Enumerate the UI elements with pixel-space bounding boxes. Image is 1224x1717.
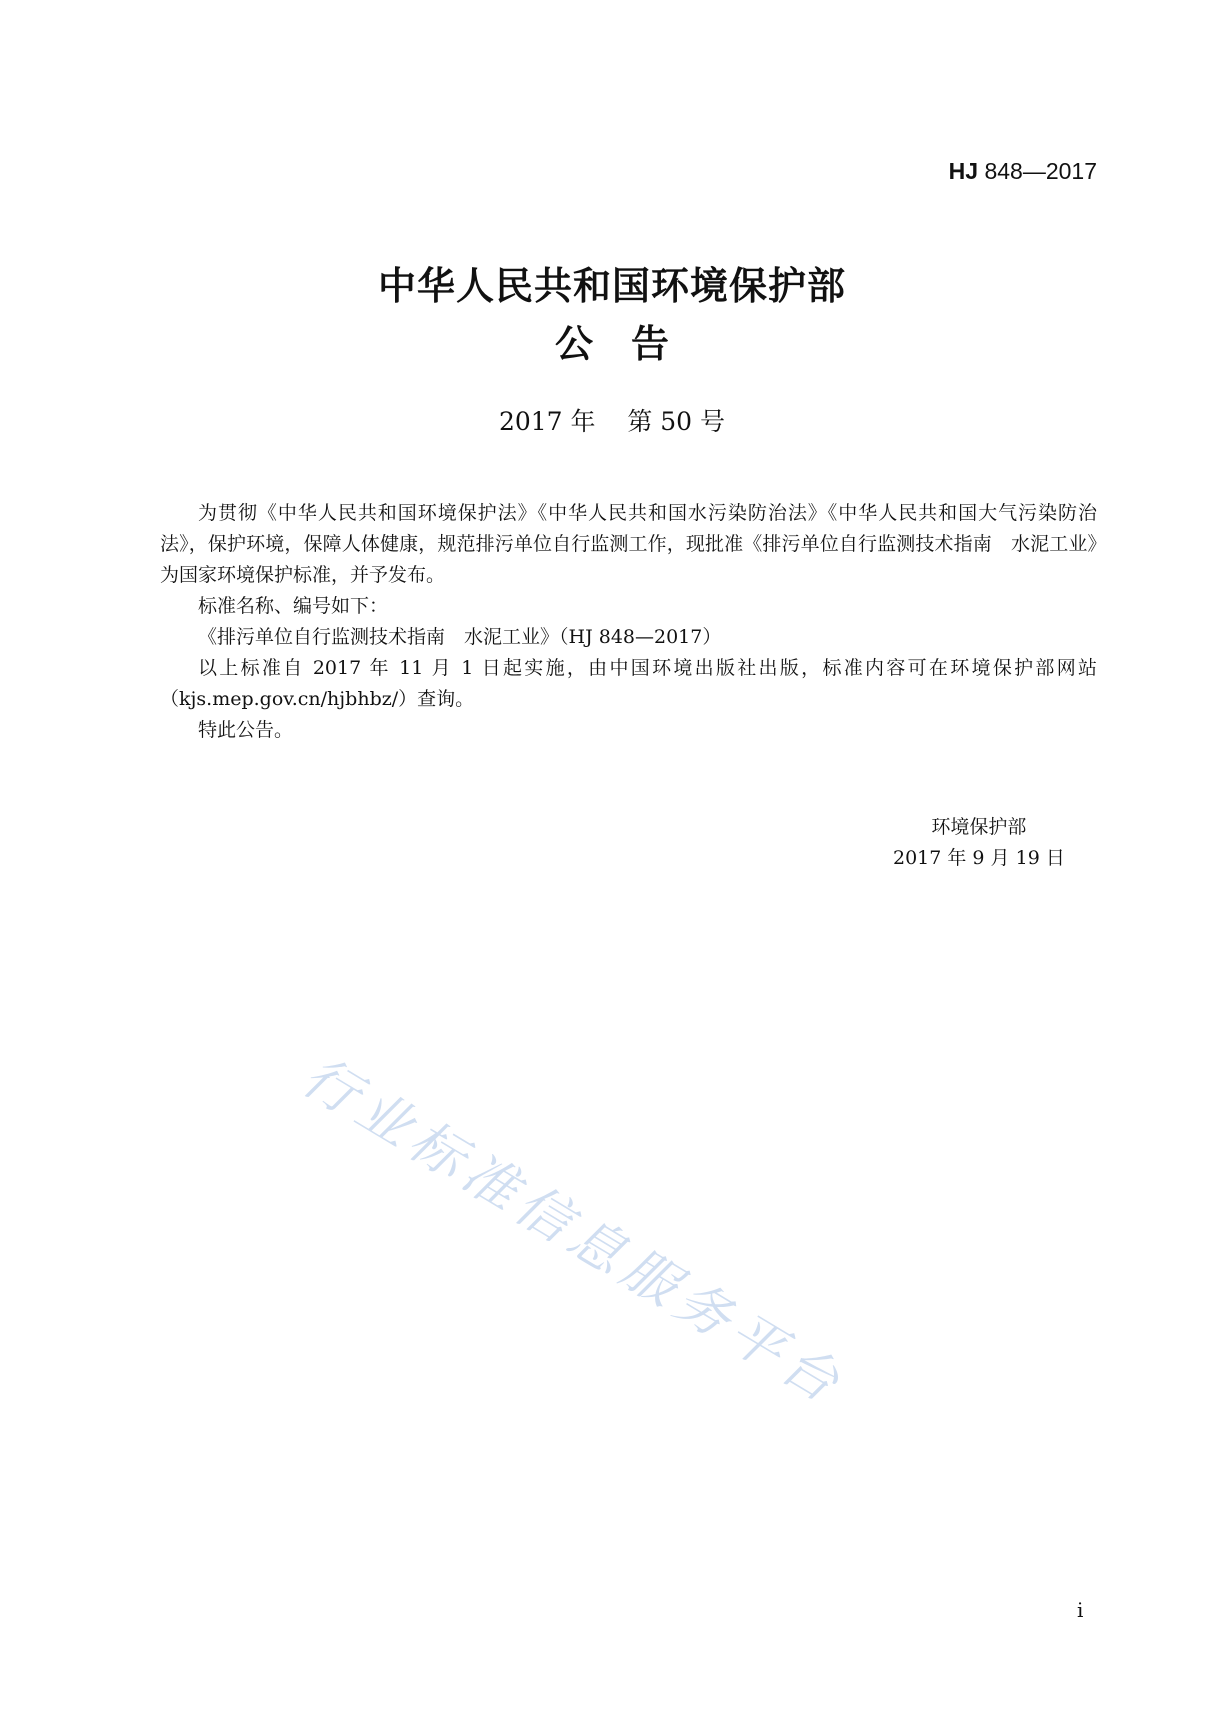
standard-code-prefix: HJ (948, 158, 979, 184)
signature-block (893, 812, 1065, 874)
standard-code (949, 158, 1097, 185)
paragraph-implementation: 以上标准自 2017 年 11 月 1 日起实施，由中国环境出版社出版，标准内容可在环境保护部网站（kjs.mep.gov.cn/hjbhbz/）查询。 (160, 657, 1097, 710)
paragraph-standard-list-intro: 标准名称、编号如下： (198, 595, 389, 617)
announcement-body (160, 498, 1097, 746)
signature-organization: 环境保护部 (931, 816, 1027, 838)
page-number: i (1077, 1598, 1084, 1622)
watermark: 行业标准信息服务平台 (291, 1044, 856, 1418)
document-subtitle: 公告 (554, 322, 707, 366)
paragraph-closing: 特此公告。 (198, 719, 294, 741)
paragraph-purpose: 为贯彻《中华人民共和国环境保护法》《中华人民共和国水污染防治法》《中华人民共和国大气污染防治法》，保护环境，保障人体健康，规范排污单位自行监测工作，现批准《排污单位自行监测技术指南 水泥工业》为国家环境保护标准，并予发布。 (160, 502, 1097, 586)
document-title: 中华人民共和国环境保护部 (377, 264, 846, 308)
issue-number: 2017 年 第 50 号 (498, 407, 726, 436)
standard-code-number: 848—2017 (978, 158, 1097, 184)
signature-date: 2017 年 9 月 19 日 (893, 847, 1065, 869)
paragraph-standard-name: 《排污单位自行监测技术指南 水泥工业》（HJ 848—2017） (198, 626, 722, 648)
